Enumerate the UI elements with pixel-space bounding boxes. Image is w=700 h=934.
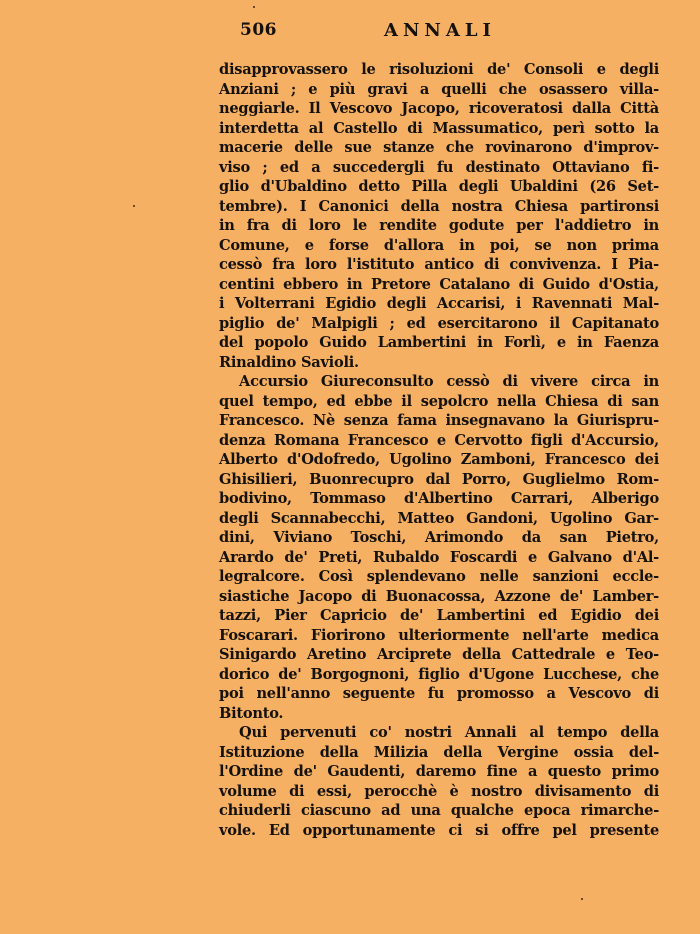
page-number: 506	[240, 20, 277, 40]
text-line: Ghisilieri, Buonrecupro dal Porro, Guglielmo Rom-	[219, 470, 659, 488]
text-line: Rinaldino Savioli.	[219, 353, 359, 371]
text-line: del popolo Guido Lambertini in Forlì, e in Faenza	[219, 334, 659, 351]
text-line: denza Romana Francesco e Cervotto figli d'Accursio,	[219, 431, 659, 449]
text-line: Sinigardo Aretino Arciprete della Cattedrale e Teo-	[219, 646, 659, 663]
text-line: tembre). I Canonici della nostra Chiesa partironsi	[219, 197, 659, 215]
text-line: macerie delle sue stanze che rovinarono d'improv-	[219, 139, 659, 156]
text-line: Arardo de' Preti, Rubaldo Foscardi e Galvano d'Al-	[219, 548, 659, 566]
text-line: Istituzione della Milizia della Vergine ossia del-	[219, 743, 659, 761]
text-line: Bitonto.	[219, 704, 284, 722]
paper-speck	[253, 6, 255, 8]
text-line: Qui pervenuti co' nostri Annali al tempo della	[239, 724, 659, 741]
text-line: quel tempo, ed ebbe il sepolcro nella Chiesa di san	[219, 392, 659, 410]
text-line: interdetta al Castello di Massumatico, perì sotto la	[219, 119, 659, 137]
text-line: Comune, e forse d'allora in poi, se non prima	[219, 236, 659, 254]
text-line: chiuderli ciascuno ad una qualche epoca rimarche-	[219, 802, 659, 819]
text-line: vole. Ed opportunamente ci si offre pel presente	[219, 821, 659, 839]
text-line: cessò fra loro l'istituto antico di convivenza. I Pia-	[219, 256, 659, 273]
text-line: neggiarle. Il Vescovo Jacopo, ricoveratosi dalla Città	[219, 100, 659, 117]
text-line: legralcore. Così splendevano nelle sanzioni eccle-	[219, 568, 659, 585]
text-line: l'Ordine de' Gaudenti, daremo fine a questo primo	[219, 763, 659, 780]
text-line: viso ; ed a succedergli fu destinato Ottaviano fi-	[219, 158, 659, 176]
text-line: Accursio Giureconsulto cessò di vivere circa in	[239, 373, 659, 390]
text-line: tazzi, Pier Capricio de' Lambertini ed Egidio dei	[219, 607, 659, 624]
text-line: centini ebbero in Pretore Catalano di Guido d'Ostia,	[219, 275, 659, 293]
paper-speck	[581, 898, 583, 900]
text-line: dini, Viviano Toschi, Arimondo da san Pietro,	[219, 529, 659, 546]
text-line: glio d'Ubaldino detto Pilla degli Ubaldini (26 Set-	[219, 178, 659, 195]
paper-speck	[133, 205, 135, 207]
text-line: dorico de' Borgognoni, figlio d'Ugone Lucchese, che	[219, 665, 659, 683]
text-line: bodivino, Tommaso d'Albertino Carrari, Alberigo	[219, 490, 659, 507]
text-line: Foscarari. Fiorirono ulteriormente nell'arte medica	[219, 626, 659, 644]
text-line: volume di essi, perocchè è nostro divisamento di	[219, 782, 659, 800]
text-line: in fra di loro le rendite godute per l'addietro in	[219, 217, 659, 234]
text-line: Anziani ; e più gravi a quelli che osassero villa-	[219, 80, 659, 98]
text-line: disapprovassero le risoluzioni de' Consoli e degli	[219, 61, 659, 78]
text-line: poi nell'anno seguente fu promosso a Vescovo di	[219, 685, 659, 702]
body-text	[219, 60, 659, 840]
page-header	[0, 20, 700, 46]
text-line: i Volterrani Egidio degli Accarisi, i Ravennati Mal-	[219, 295, 659, 312]
text-line: piglio de' Malpigli ; ed esercitarono il Capitanato	[219, 314, 659, 332]
text-line: siastiche Jacopo di Buonacossa, Azzone de' Lamber-	[219, 587, 659, 605]
text-line: degli Scannabecchi, Matteo Gandoni, Ugolino Gar-	[219, 509, 659, 527]
text-line: Alberto d'Odofredo, Ugolino Zamboni, Francesco dei	[219, 451, 659, 468]
running-title: ANNALI	[384, 20, 496, 41]
text-line: Francesco. Nè senza fama insegnavano la Giurispru-	[219, 412, 659, 429]
